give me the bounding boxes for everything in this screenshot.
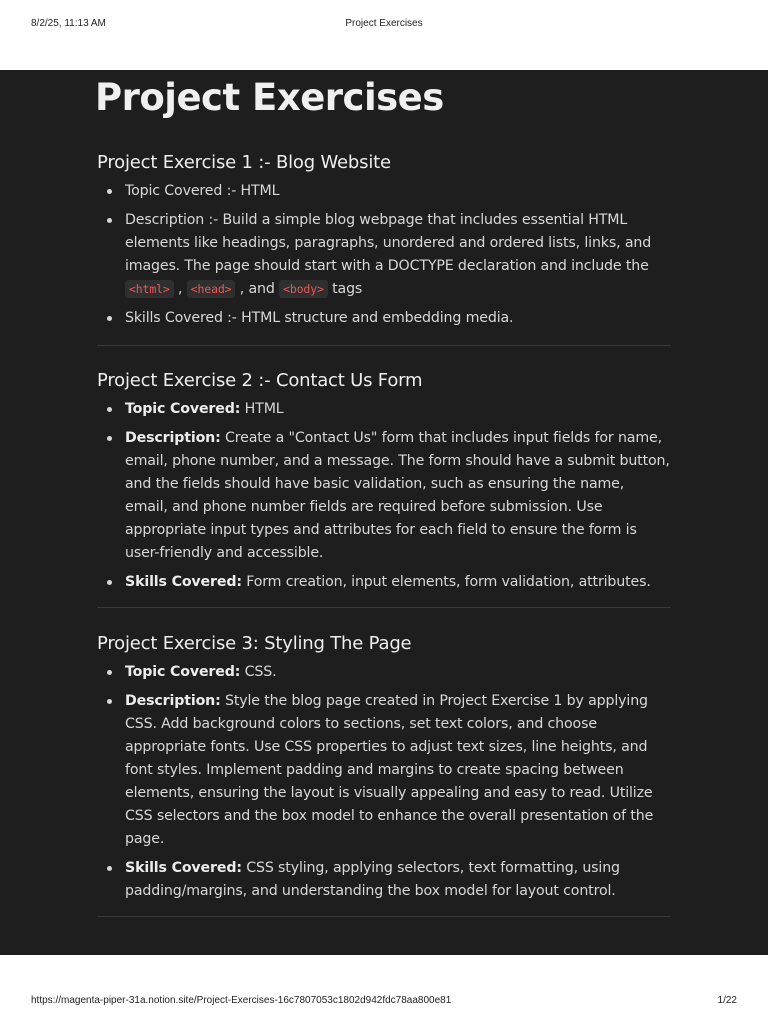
list-item-label: Description: — [125, 430, 221, 446]
print-title: Project Exercises — [345, 18, 423, 29]
inline-code: <html> — [125, 280, 174, 298]
list-item-text: Create a "Contact Us" form that includes input fields for name, email, phone number, and a message. The form should have a submit button, and the fields should have basic validation, such as ensuring the name, email, and phone number fields are required before submission. Use appropriate input types and attributes for each field to ensure the form is user-friendly and accessible. — [125, 430, 670, 561]
list-item-label: Topic Covered: — [125, 401, 241, 417]
list-item — [97, 398, 671, 421]
page-title: Project Exercises — [95, 76, 444, 119]
list-item-text: Skills Covered :- HTML structure and embedding media. — [125, 310, 514, 326]
divider — [97, 607, 671, 608]
list-item — [97, 857, 671, 903]
list-item — [97, 209, 671, 301]
list-item-text: , and — [235, 281, 280, 297]
list-item-text: Description :- Build a simple blog webpage that includes essential HTML elements like headings, paragraphs, unordered and ordered lists, links, and images. The page should start with a DOCTYPE declaration and include the — [125, 212, 652, 274]
list-item-text: Topic Covered :- HTML — [125, 183, 280, 199]
exercise-list — [97, 180, 671, 330]
exercise-section-3 — [97, 633, 671, 903]
list-item-text: tags — [327, 281, 363, 297]
print-datetime: 8/2/25, 11:13 AM — [31, 18, 106, 29]
exercise-heading: Project Exercise 1 :- Blog Website — [97, 152, 391, 173]
list-item-text: Form creation, input elements, form validation, attributes. — [241, 574, 651, 590]
list-item-label: Skills Covered: — [125, 860, 242, 876]
list-item — [97, 571, 671, 594]
print-url: https://magenta-piper-31a.notion.site/Project-Exercises-16c7807053c1802d942fdc78aa800e81 — [31, 995, 452, 1006]
list-item-text: , — [173, 281, 187, 297]
list-item-label: Topic Covered: — [125, 664, 241, 680]
print-page-number: 1/22 — [717, 995, 737, 1006]
divider — [97, 345, 671, 346]
list-item-label: Skills Covered: — [125, 574, 242, 590]
exercise-list — [97, 661, 671, 903]
notion-page — [0, 70, 768, 955]
list-item-text: CSS. — [240, 664, 277, 680]
list-item-text: CSS styling, applying selectors, text formatting, using padding/margins, and understanding the box model for layout control. — [125, 860, 620, 899]
list-item — [97, 661, 671, 684]
list-item — [97, 180, 671, 203]
exercise-list — [97, 398, 671, 594]
inline-code: <body> — [279, 280, 328, 298]
exercise-section-2 — [97, 370, 671, 594]
exercise-section-1 — [97, 152, 671, 330]
divider — [97, 916, 671, 917]
print-footer — [0, 955, 768, 1024]
list-item-text: HTML — [240, 401, 284, 417]
list-item — [97, 307, 671, 330]
exercise-heading: Project Exercise 2 :- Contact Us Form — [97, 370, 423, 391]
list-item — [97, 427, 671, 565]
list-item — [97, 690, 671, 851]
exercise-heading: Project Exercise 3: Styling The Page — [97, 633, 412, 654]
list-item-text: Style the blog page created in Project Exercise 1 by applying CSS. Add background colors to sections, set text colors, and choose appropriate fonts. Use CSS properties to adjust text sizes, line heights, and font styles. Implement padding and margins to create spacing between elements, ensuring the layout is visually appealing and easy to read. Utilize CSS selectors and the box model to enhance the overall presentation of the page. — [125, 693, 654, 847]
list-item-label: Description: — [125, 693, 221, 709]
print-header — [0, 0, 768, 70]
inline-code: <head> — [187, 280, 236, 298]
